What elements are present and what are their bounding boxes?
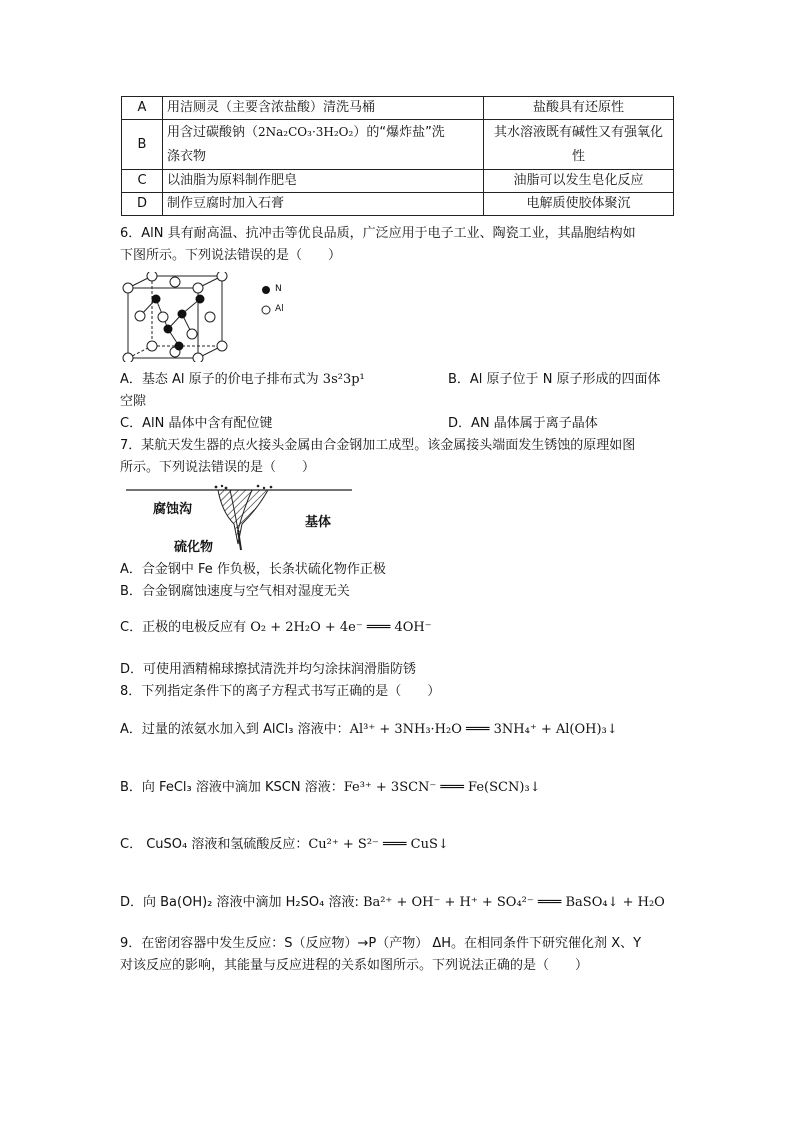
label-groove: 腐蚀沟 bbox=[153, 502, 193, 517]
row-label: A bbox=[122, 97, 163, 120]
label-base: 基体 bbox=[305, 515, 332, 530]
row-action-text: ）的“爆炸盐”洗 bbox=[353, 125, 445, 140]
option-equation: O₂ + 2H₂O + 4e⁻ ═══ 4OH⁻ bbox=[250, 620, 432, 635]
row-action-text: 涤衣物 bbox=[167, 149, 207, 164]
option-equation: Ba²⁺ + OH⁻ + H⁺ + SO₄²⁻ ═══ BaSO₄↓ + H₂O bbox=[362, 895, 665, 910]
q9-stem-line2: 对该反应的影响，其能量与反应进程的关系如图所示。下列说法正确的是（ ） bbox=[120, 958, 589, 973]
q7-option-d: D．可使用酒精棉球擦拭清洗并均匀涂抹润滑脂防锈 bbox=[120, 662, 417, 677]
q9-stem-line1: 9．在密闭容器中发生反应：S（反应物）→P（产物） ΔH。在相同条件下研究催化剂 X、Y bbox=[120, 936, 642, 951]
q6-option-b-line2: 空隙 bbox=[120, 394, 147, 409]
option-equation: Fe³⁺ + 3SCN⁻ ═══ Fe(SCN)₃↓ bbox=[343, 780, 541, 795]
row-explanation: 盐酸具有还原性 bbox=[484, 97, 674, 120]
q6-option-b-line1: B．Al 原子位于 N 原子形成的四面体 bbox=[448, 372, 661, 387]
table-row bbox=[122, 120, 674, 170]
legend-al-label: Al bbox=[275, 304, 284, 314]
option-text: B．向 FeCl₃ 溶液中滴加 KSCN 溶液： bbox=[120, 780, 344, 795]
option-text: A．基态 Al 原子的价电子排布式为 bbox=[120, 372, 323, 387]
row-explanation-text: 性 bbox=[571, 148, 585, 164]
option-formula: 3s²3p¹ bbox=[322, 372, 365, 387]
row-label: C bbox=[122, 170, 163, 193]
row-explanation: 电解质使胶体聚沉 bbox=[484, 193, 674, 216]
option-text: C． CuSO₄ 溶液和氢硫酸反应： bbox=[120, 837, 309, 852]
option-equation: Cu²⁺ + S²⁻ ═══ CuS↓ bbox=[308, 837, 449, 852]
q6-stem-line2: 下图所示。下列说法错误的是（ ） bbox=[120, 248, 342, 263]
option-text: C．正极的电极反应有 bbox=[120, 620, 251, 635]
row-explanation-text: 其水溶液既有碱性又有强氧化 bbox=[493, 124, 663, 140]
option-equation: Al³⁺ + 3NH₃·H₂O ═══ 3NH₄⁺ + Al(OH)₃↓ bbox=[349, 722, 618, 737]
row-explanation bbox=[484, 120, 674, 170]
table-row bbox=[122, 170, 674, 193]
aln-unit-cell-diagram bbox=[122, 272, 232, 362]
q8-stem: 8．下列指定条件下的离子方程式书写正确的是（ ） bbox=[120, 684, 441, 699]
table-row bbox=[122, 97, 674, 120]
q5-table bbox=[121, 96, 674, 216]
q7-option-a: A．合金钢中 Fe 作负极，长条状硫化物作正极 bbox=[120, 562, 386, 577]
row-action-formula: 2Na₂CO₃·3H₂O₂ bbox=[258, 125, 354, 139]
row-label: B bbox=[122, 120, 163, 170]
q8-option-a bbox=[120, 720, 618, 740]
nitrogen-marker-icon bbox=[262, 286, 270, 294]
row-action-text: 用含过碳酸钠（ bbox=[167, 125, 259, 140]
q6-option-d: D．AN 晶体属于离子晶体 bbox=[448, 416, 598, 431]
legend-markers bbox=[260, 284, 272, 320]
q7-option-b: B．合金钢腐蚀速度与空气相对湿度无关 bbox=[120, 584, 350, 599]
row-action: 制作豆腐时加入石膏 bbox=[163, 193, 484, 216]
label-sulfide: 硫化物 bbox=[174, 540, 214, 555]
q6-option-c: C．AlN 晶体中含有配位键 bbox=[120, 416, 273, 431]
q8-option-d bbox=[120, 893, 665, 913]
row-action bbox=[163, 120, 484, 170]
row-action: 以油脂为原料制作肥皂 bbox=[163, 170, 484, 193]
q6-stem-line1: 6．AlN 具有耐高温、抗冲击等优良品质，广泛应用于电子工业、陶瓷工业，其晶胞结构如 bbox=[120, 226, 636, 241]
q8-option-c bbox=[120, 835, 449, 855]
q7-stem-line1: 7．某航天发生器的点火接头金属由合金钢加工成型。该金属接头端面发生锈蚀的原理如图 bbox=[120, 438, 636, 453]
option-text: D．向 Ba(OH)₂ 溶液中滴加 H₂SO₄ 溶液: bbox=[120, 895, 363, 910]
q7-option-c bbox=[120, 618, 432, 638]
q8-option-b bbox=[120, 778, 541, 798]
aluminum-marker-icon bbox=[262, 306, 270, 314]
table-row bbox=[122, 193, 674, 216]
row-action: 用洁厕灵（主要含浓盐酸）清洗马桶 bbox=[163, 97, 484, 120]
row-label: D bbox=[122, 193, 163, 216]
row-explanation: 油脂可以发生皂化反应 bbox=[484, 170, 674, 193]
legend-n-label: N bbox=[275, 284, 282, 294]
q7-stem-line2: 所示。下列说法错误的是（ ） bbox=[120, 460, 316, 475]
q6-option-a bbox=[120, 370, 365, 390]
option-text: A．过量的浓氨水加入到 AlCl₃ 溶液中： bbox=[120, 722, 350, 737]
